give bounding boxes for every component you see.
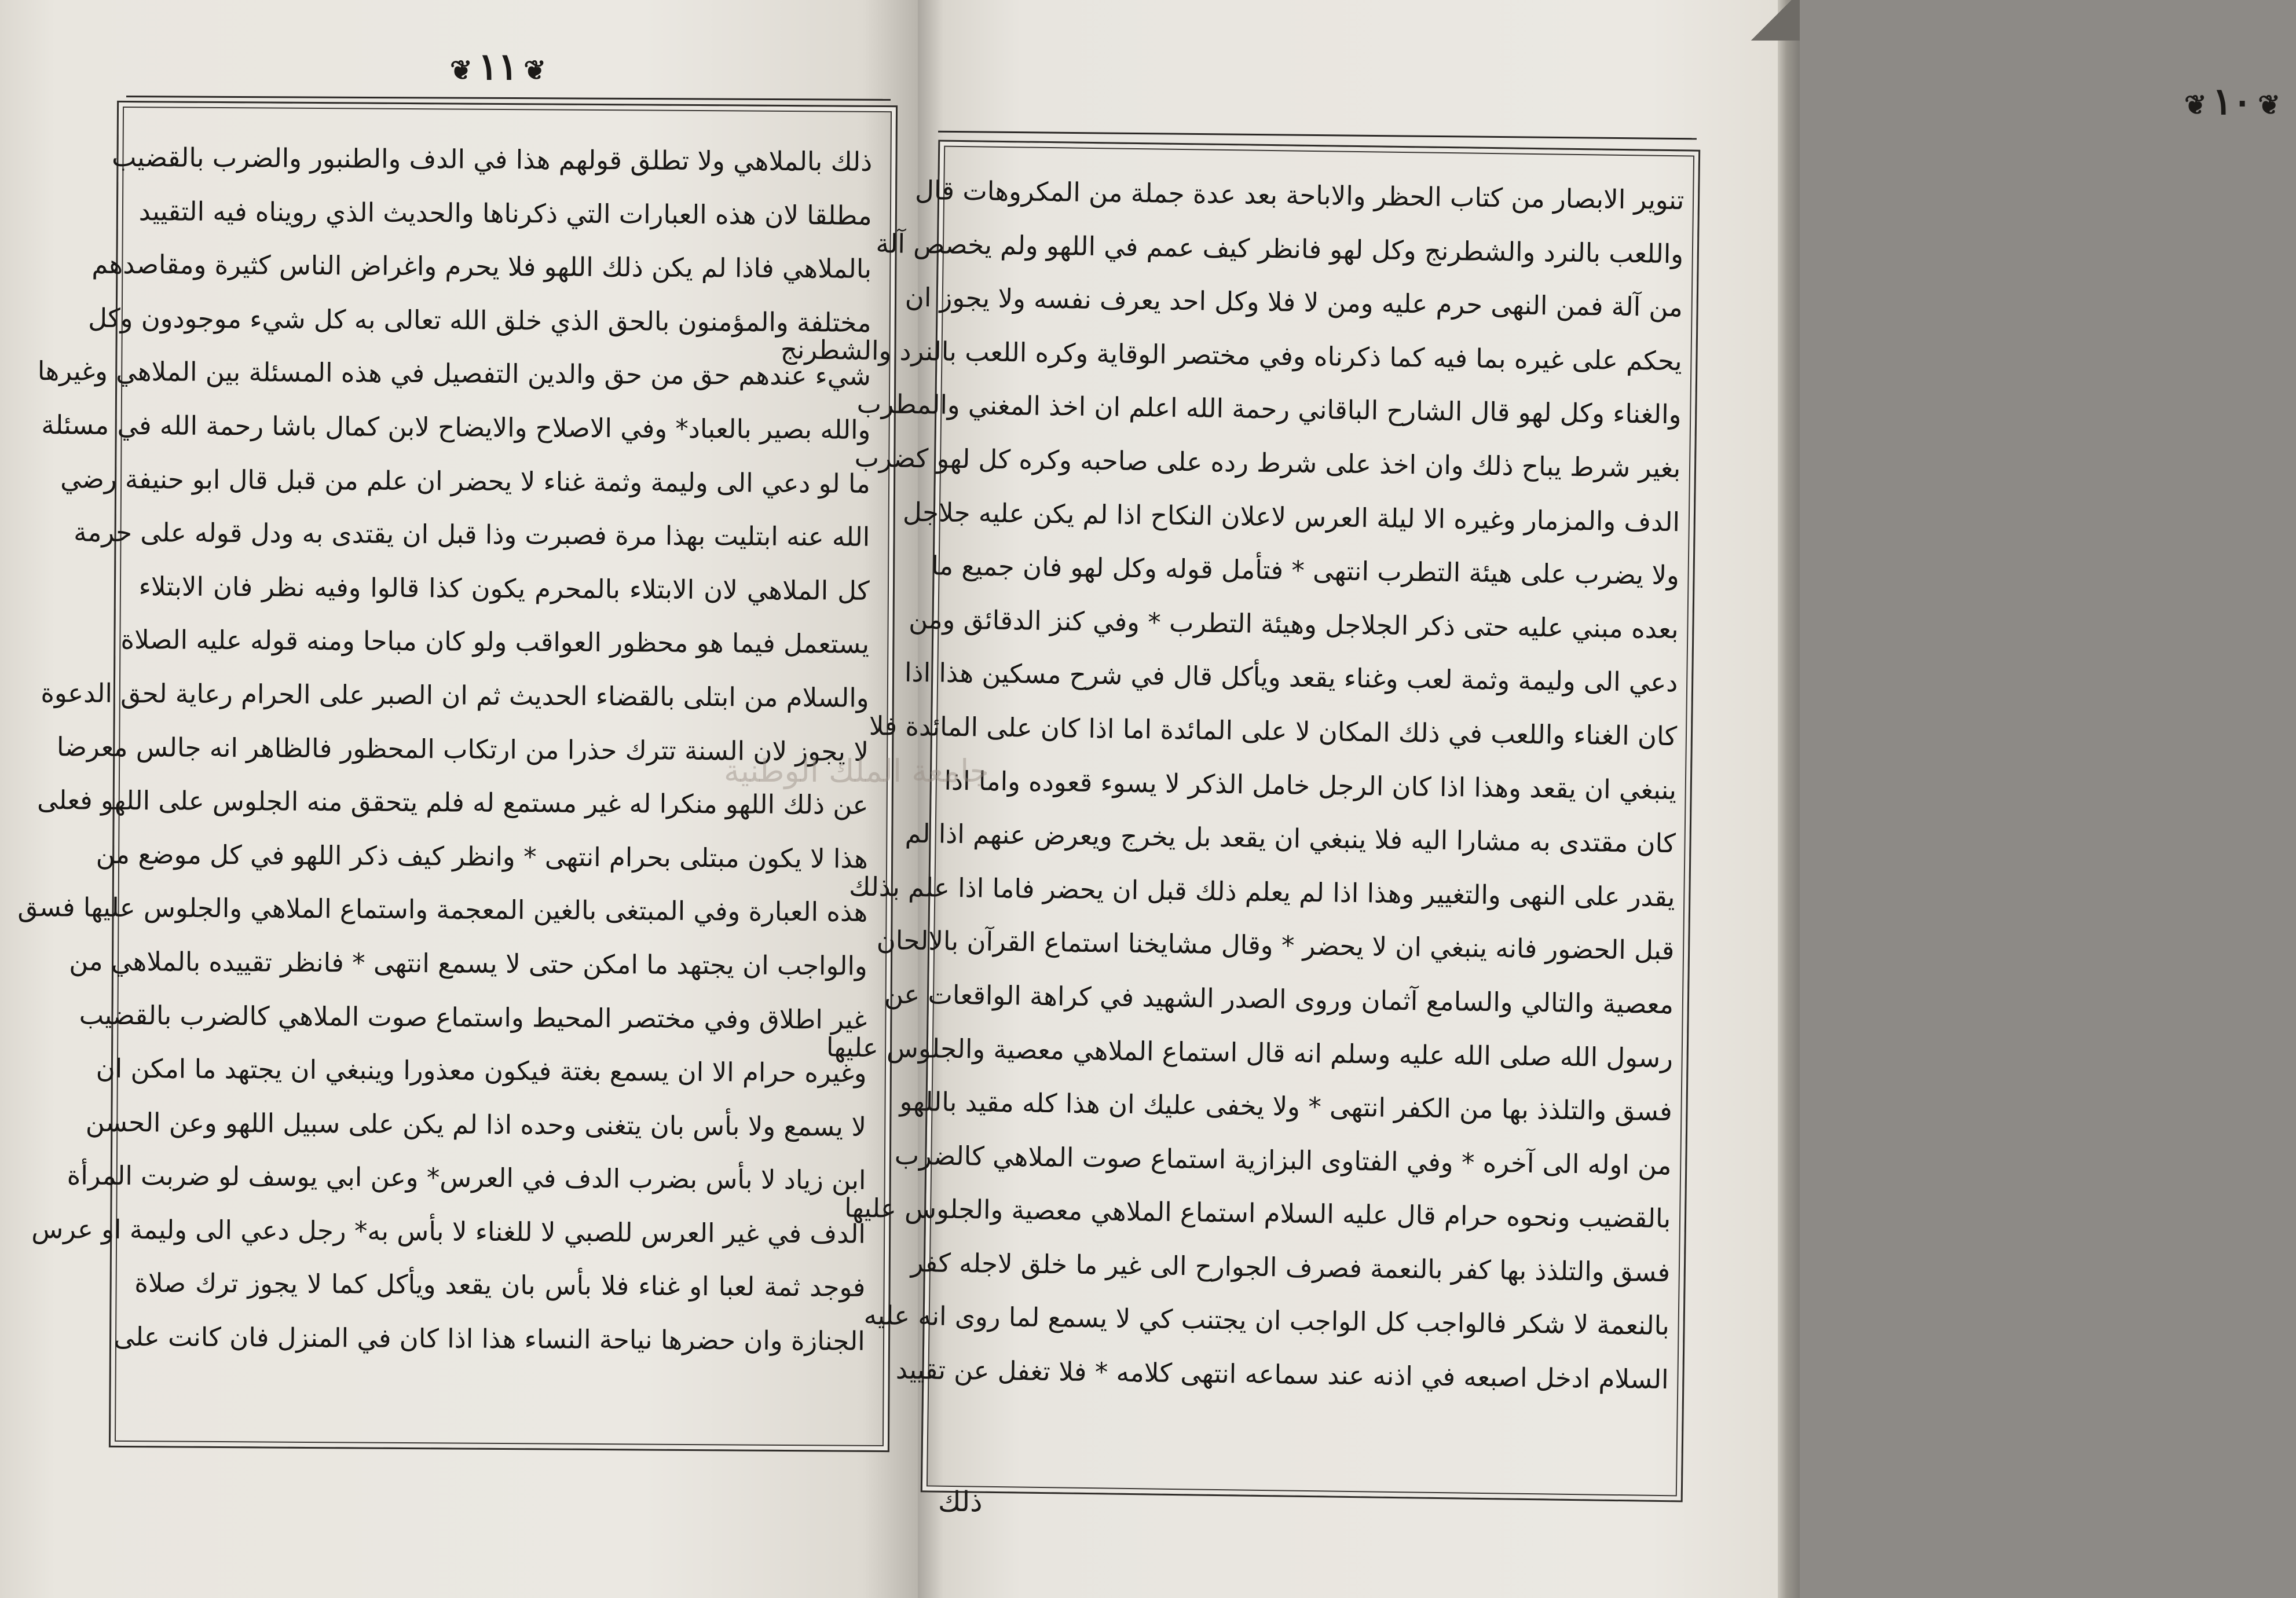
text-line: فسق والتلذذ بها كفر بالنعمة فصرف الجوارح الى غير ما خلق لاجله كفر — [910, 1247, 1671, 1288]
text-line: واللعب بالنرد والشطرنج وكل لهو فانظر كيف عمم في اللهو ولم يخصص آلة — [876, 228, 1684, 269]
text-line: لا يسمع ولا بأس بان يتغنى وحده اذا لم يكن على سبيل اللهو وعن الحسن — [85, 1106, 867, 1142]
book-fore-edge — [1778, 0, 1800, 1598]
text-line: فسق والتلذذ بها من الكفر انتهى * ولا يخفى عليك ان هذا كله مقيد باللهو — [899, 1086, 1673, 1127]
text-line: عن ذلك اللهو منكرا له غير مستمع له فلم يتحقق منه الجلوس على اللهو فعلى — [36, 785, 869, 820]
text-line: ما لو دعي الى وليمة وثمة غناء لا يحضر ان علم من قبل قال ابو حنيفة رضي — [60, 463, 870, 499]
text-line: هذه العبارة وفي المبتغى بالغين المعجمة واستماع الملاهي والجلوس عليها فسق — [17, 892, 868, 928]
library-watermark: جامعة الملك الوطنية — [724, 753, 990, 789]
text-line: من آلة فمن النهى حرم عليه ومن لا فلا وكل احد يعرف نفسه ولا يجوز ان — [905, 281, 1683, 323]
text-line: السلام ادخل اصبعه في اذنه عند سماعه انتهى كلامه * فلا تغفل عن تقييد — [895, 1354, 1669, 1395]
text-line: كان مقتدى به مشارا اليه فلا ينبغي ان يقعد بل يخرج ويعرض عنهم اذا لم — [905, 818, 1676, 859]
text-line: يقدر على النهى والتغيير وهذا اذا لم يعلم ذلك قبل ان يحضر فاما اذا علم بذلك — [848, 871, 1675, 912]
right-page-number — [2169, 80, 2296, 123]
text-line: بالنعمة لا شكر فالواجب كل الواجب ان يجتنب كي لا يسمع لما روى انه عليه — [863, 1300, 1670, 1342]
text-line: ابن زياد لا بأس بضرب الدف في العرس* وعن ابي يوسف لو ضربت المرأة — [67, 1160, 866, 1196]
text-line: معصية والتالي والسامع آثمان وروى الصدر الشهيد في كراهة الواقعات عن — [884, 978, 1674, 1020]
text-line: بغير شرط يباح ذلك وان اخذ على شرط رده على صاحبه وكره كل لهو كضرب — [854, 442, 1681, 484]
text-line: والله بصير بالعباد* وفي الاصلاح والايضاح لابن كمال باشا رحمة الله في مسئلة — [41, 409, 871, 445]
text-line: مطلقا لان هذه العبارات التي ذكرناها والحديث الذي رويناه فيه التقييد — [138, 195, 872, 231]
text-line: فوجد ثمة لعبا او غناء فلا بأس بان يقعد ويأكل كما لا يجوز ترك صلاة — [134, 1267, 866, 1303]
left-text-block — [17, 131, 873, 1368]
catchword: ذلك — [938, 1486, 983, 1518]
text-line: الله عنه ابتليت بهذا مرة فصبرت وذا قبل ان يقتدى به ودل قوله على حرمة — [74, 516, 870, 553]
text-line: والسلام من ابتلى بالقضاء الحديث ثم ان الصبر على الحرام رعاية لحق الدعوة — [41, 677, 869, 713]
ornament-icon: ❦ — [2258, 89, 2280, 120]
text-line: يحكم على غيره بما فيه كما ذكرناه وفي مختصر الوقاية وكره اللعب بالنرد والشطرنج — [780, 333, 1682, 377]
text-line: غير اطلاق وفي مختصر المحيط واستماع صوت الملاهي كالضرب بالقضيب — [79, 999, 867, 1035]
text-line: كان الغناء واللعب في ذلك المكان لا على المائدة اما اذا كان على المائدة فلا — [869, 710, 1678, 752]
text-line: من اوله الى آخره * وفي الفتاوى البزازية استماع صوت الملاهي كالضرب — [894, 1139, 1672, 1181]
text-line: والغناء وكل لهو قال الشارح الباقاني رحمة الله اعلم ان اخذ المغني والمطرب — [856, 388, 1682, 430]
right-folio-number: ١٠ — [2212, 80, 2253, 123]
text-line: كل الملاهي لان الابتلاء بالمحرم يكون كذا قالوا وفيه نظر فان الابتلاء — [138, 570, 870, 606]
text-line: الدف في غير العرس للصبي لا للغناء لا بأس به* رجل دعي الى وليمة او عرس — [31, 1213, 866, 1249]
text-line: ولا يضرب على هيئة التطرب انتهى * فتأمل قوله وكل لهو فان جميع ما — [931, 550, 1680, 591]
text-line: قبل الحضور فانه ينبغي ان لا يحضر * وقال مشايخنا استماع القرآن بالالحان — [876, 925, 1675, 966]
text-line: بعده مبني عليه حتى ذكر الجلاجل وهيئة التطرب * وفي كنز الدقائق ومن — [908, 603, 1679, 644]
text-line: والواجب ان يجتهد ما امكن حتى لا يسمع انتهى * فانظر تقييده بالملاهي من — [69, 945, 867, 981]
text-line: لا يجوز لان السنة تترك حذرا من ارتكاب المحظور فالظاهر انه جالس معرضا — [56, 731, 869, 767]
text-line: شيء عندهم حق من حق والدين التفصيل في هذه المسئلة بين الملاهي وغيرها — [37, 355, 871, 392]
text-line: الدف والمزمار وغيره الا ليلة العرس لاعلان النكاح اذا لم يكن عليه جلاجل — [902, 496, 1680, 537]
text-line: ذلك بالملاهي ولا تطلق قولهم هذا في الدف والطنبور والضرب بالقضيب — [111, 141, 873, 177]
text-line: ينبغي ان يقعد وهذا اذا كان الرجل خامل الذكر لا يسوء قعوده واما اذا — [944, 765, 1677, 805]
text-line: هذا لا يكون مبتلى بحرام انتهى * وانظر كيف ذكر اللهو في كل موضع من — [96, 838, 869, 874]
text-line: وغيره حرام الا ان يسمع بغتة فيكون معذورا وينبغي ان يجتهد ما امكن ان — [96, 1053, 867, 1088]
left-folio-number: ١١ — [478, 45, 518, 89]
text-line: يستعمل فيما هو محظور العواقب ولو كان مباحا ومنه قوله عليه الصلاة — [120, 624, 870, 660]
ornament-icon: ❦ — [523, 54, 546, 86]
text-line: مختلفة والمؤمنون بالحق الذي خلق الله تعالى به كل شيء موجودون وكل — [88, 302, 871, 338]
left-page — [0, 0, 918, 1598]
ornament-icon: ❦ — [2184, 89, 2207, 120]
text-line: بالملاهي فاذا لم يكن ذلك اللهو فلا يحرم واغراض الناس كثيرة ومقاصدهم — [91, 248, 872, 285]
ornament-icon: ❦ — [450, 54, 473, 86]
text-line: رسول الله صلى الله عليه وسلم انه قال استماع الملاهي معصية والجلوس عليها — [826, 1031, 1674, 1073]
text-line: دعي الى وليمة وثمة لعب وغناء يقعد ويأكل قال في شرح مسكين هذا اذا — [904, 657, 1678, 698]
text-line: الجنازة وان حضرها نياحة النساء هذا اذا كان في المنزل فان كانت على — [113, 1321, 865, 1357]
left-page-number — [429, 45, 567, 89]
left-header-rule — [126, 96, 891, 101]
text-line: تنوير الابصار من كتاب الحظر والاباحة بعد عدة جملة من المكروهات قال — [914, 174, 1685, 216]
background-corner — [1743, 0, 1800, 41]
text-line: بالقضيب ونحوه حرام قال عليه السلام استماع الملاهي معصية والجلوس عليها — [844, 1192, 1671, 1234]
